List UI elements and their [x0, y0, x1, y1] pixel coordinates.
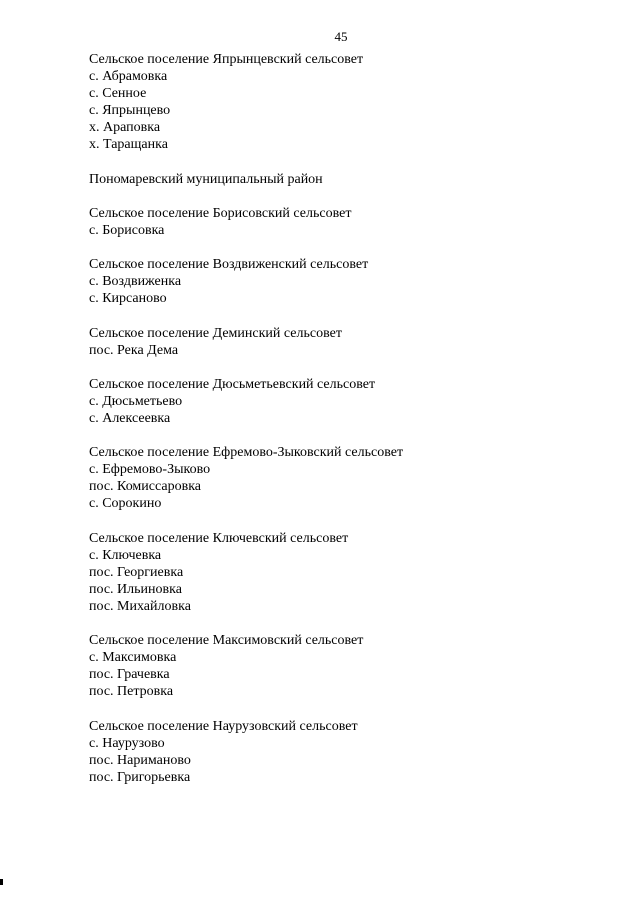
text-line: с. Абрамовка — [89, 69, 168, 85]
text-line: Пономаревский муниципальный район — [89, 171, 323, 187]
text-line: Сельское поселение Дюсьметьевский сельсовет — [89, 376, 376, 392]
text-line: пос. Григорьевка — [89, 769, 191, 785]
text-line: пос. Река Дема — [89, 342, 179, 358]
text-line: с. Сорокино — [89, 496, 162, 512]
text-line: пос. Ильиновка — [89, 581, 182, 597]
blank-line — [89, 307, 609, 324]
text-line: Сельское поселение Борисовский сельсовет — [89, 205, 352, 221]
text-line: Сельское поселение Ефремово-Зыковский сельсовет — [89, 445, 404, 461]
text-line: пос. Нариманово — [89, 752, 191, 768]
text-line: х. Араповка — [89, 120, 161, 136]
blank-line — [89, 701, 609, 718]
text-line: с. Япрынцево — [89, 103, 171, 119]
text-line: пос. Георгиевка — [89, 564, 184, 580]
blank-line — [89, 154, 609, 171]
text-line: х. Таращанка — [89, 137, 168, 153]
text-line: Сельское поселение Наурузовский сельсовет — [89, 718, 358, 734]
blank-line — [89, 188, 609, 205]
blank-line — [89, 427, 609, 444]
text-line: с. Ефремово-Зыково — [89, 462, 211, 478]
text-line: пос. Михайловка — [89, 599, 191, 614]
scan-edge-mark — [0, 879, 3, 885]
text-line: с. Кирсаново — [89, 291, 167, 307]
text-line: Сельское поселение Воздвиженский сельсовет — [89, 257, 369, 273]
blank-line — [89, 239, 609, 256]
text-line: Сельское поселение Деминский сельсовет — [89, 325, 342, 341]
document-body — [89, 51, 609, 786]
blank-line — [89, 615, 609, 632]
text-line: с. Наурузово — [89, 735, 165, 751]
text-line: с. Дюсьметьево — [89, 393, 183, 409]
blank-line — [89, 359, 609, 376]
text-line: с. Воздвиженка — [89, 274, 182, 290]
text-line: с. Ключевка — [89, 547, 162, 563]
text-line: с. Максимовка — [89, 650, 177, 666]
text-line: с. Сенное — [89, 86, 147, 102]
text-line: Сельское поселение Максимовский сельсовет — [89, 633, 364, 649]
text-line: пос. Комиссаровка — [89, 479, 202, 495]
text-line: пос. Петровка — [89, 684, 174, 700]
text-line: пос. Грачевка — [89, 667, 170, 683]
text-line: с. Борисовка — [89, 222, 165, 238]
text-line: Сельское поселение Ключевский сельсовет — [89, 530, 349, 546]
blank-line — [89, 513, 609, 530]
text-line: с. Алексеевка — [89, 410, 171, 426]
page-number: 45 — [334, 29, 348, 44]
text-line: Сельское поселение Япрынцевский сельсовет — [89, 52, 364, 67]
